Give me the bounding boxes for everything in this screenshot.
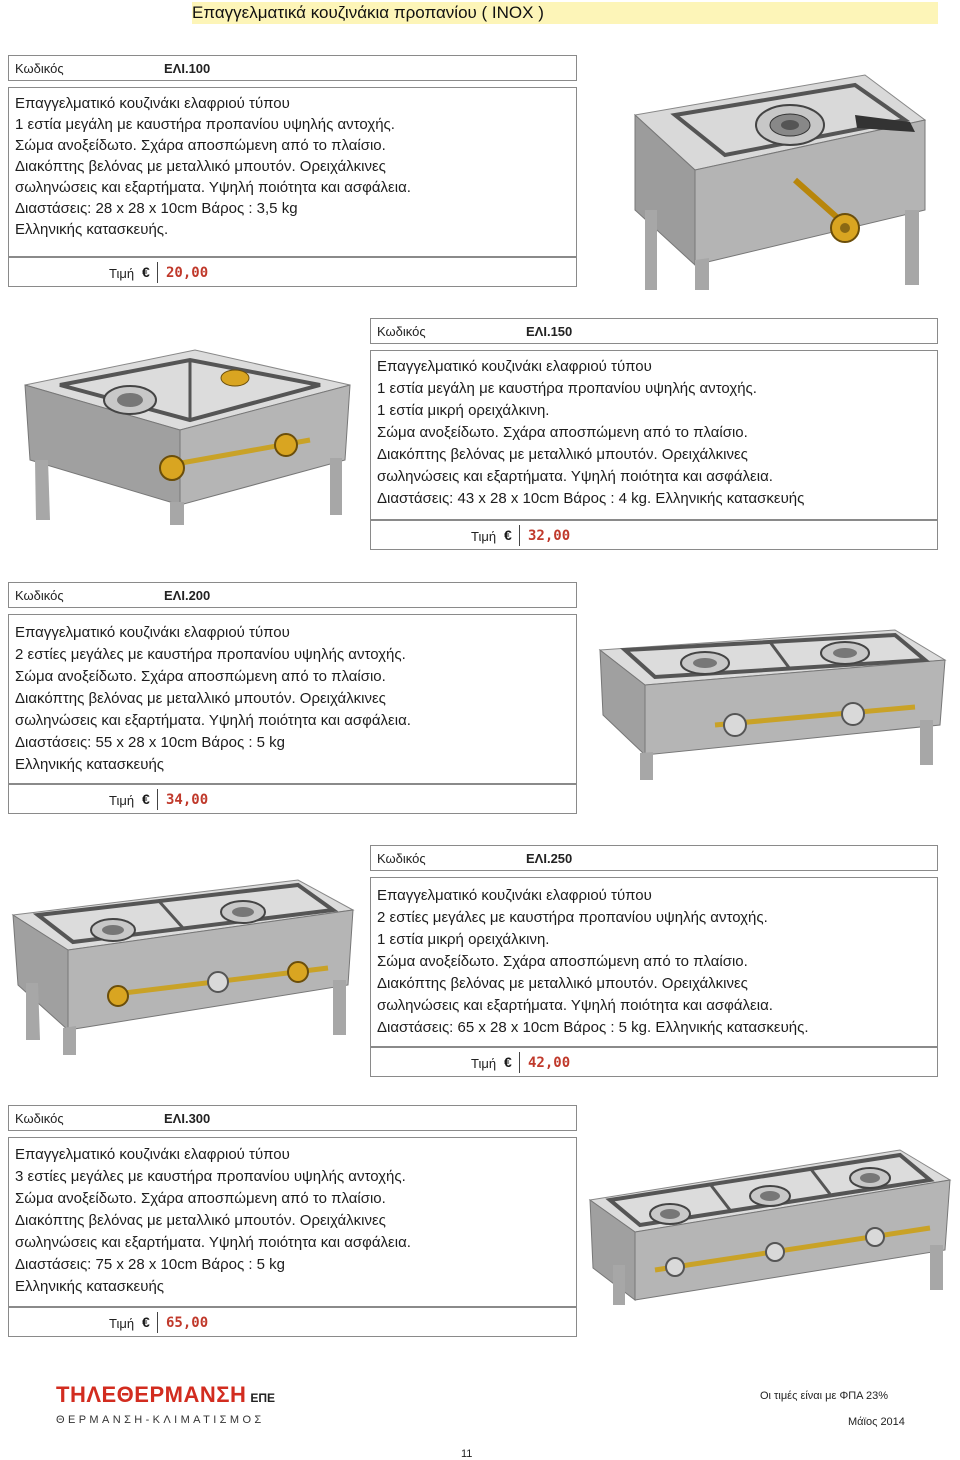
- description-line: Σώμα ανοξείδωτο. Σχάρα αποσπώμενη από το πλαίσιο.: [377, 424, 748, 441]
- description-line: Διακόπτης βελόνας με μεταλλικό μπουτόν. Ορειχάλκινες: [15, 690, 386, 707]
- euro-icon: €: [142, 1314, 150, 1330]
- description-line: σωληνώσεις και εξαρτήματα. Υψηλή ποιότητα και ασφάλεια.: [15, 179, 411, 196]
- description-line: Σώμα ανοξείδωτο. Σχάρα αποσπώμενη από το πλαίσιο.: [15, 1190, 386, 1207]
- three-burner-stove-photo: [585, 1140, 955, 1310]
- description-line: Σώμα ανοξείδωτο. Σχάρα αποσπώμενη από το πλαίσιο.: [15, 668, 386, 685]
- two-burner-stove-photo: [595, 615, 950, 780]
- catalog-date: Μάϊος 2014: [848, 1416, 905, 1428]
- description-line: Επαγγελματικό κουζινάκι ελαφριού τύπου: [15, 624, 290, 641]
- brand-logo: [56, 1382, 275, 1408]
- page-title: Επαγγελματικά κουζινάκια προπανίου ( INOX ): [192, 3, 544, 22]
- price-value: 65,00: [166, 1315, 209, 1331]
- description-line: Επαγγελματικό κουζινάκι ελαφριού τύπου: [15, 95, 290, 112]
- price-value: 32,00: [528, 528, 571, 544]
- product-description: [370, 350, 938, 520]
- description-line: Σώμα ανοξείδωτο. Σχάρα αποσπώμενη από το πλαίσιο.: [15, 137, 386, 154]
- product-description: [8, 614, 577, 784]
- description-line: Διαστάσεις: 75 x 28 x 10cm Βάρος : 5 kg: [15, 1256, 286, 1273]
- product-code: ΕΛΙ.100: [164, 61, 211, 76]
- description-line: Διαστάσεις: 28 x 28 x 10cm Βάρος : 3,5 kg: [15, 200, 298, 217]
- price-divider: [157, 1312, 158, 1333]
- page-number: 11: [461, 1448, 473, 1460]
- price-value: 20,00: [166, 265, 209, 281]
- description-line: σωληνώσεις και εξαρτήματα. Υψηλή ποιότητα και ασφάλεια.: [15, 1234, 411, 1251]
- description-line: σωληνώσεις και εξαρτήματα. Υψηλή ποιότητα και ασφάλεια.: [15, 712, 411, 729]
- price-label: Τιμή: [109, 793, 135, 808]
- price-box: [8, 257, 577, 287]
- euro-icon: €: [504, 1054, 512, 1070]
- description-line: 2 εστίες μεγάλες με καυστήρα προπανίου υψηλής αντοχής.: [15, 646, 406, 663]
- price-box: [370, 1047, 938, 1077]
- description-line: Διαστάσεις: 55 x 28 x 10cm Βάρος : 5 kg: [15, 734, 286, 751]
- description-line: σωληνώσεις και εξαρτήματα. Υψηλή ποιότητα και ασφάλεια.: [377, 468, 773, 485]
- price-value: 34,00: [166, 792, 209, 808]
- description-line: Διακόπτης βελόνας με μεταλλικό μπουτόν. Ορειχάλκινες: [15, 1212, 386, 1229]
- product-description: [8, 87, 577, 257]
- price-divider: [157, 262, 158, 283]
- product-code: ΕΛΙ.200: [164, 588, 211, 603]
- brand-suffix: ΕΠΕ: [250, 1391, 276, 1405]
- product-code: ΕΛΙ.300: [164, 1111, 211, 1126]
- euro-icon: €: [142, 791, 150, 807]
- vat-note: Οι τιμές είναι με ΦΠΑ 23%: [760, 1390, 888, 1402]
- description-line: 1 εστία μικρή ορειχάλκινη.: [377, 931, 550, 948]
- product-description: [370, 877, 938, 1047]
- description-line: 1 εστία μικρή ορειχάλκινη.: [377, 402, 550, 419]
- code-label: Κωδικός: [15, 588, 64, 603]
- two-burner-stove-photo: [20, 330, 355, 525]
- euro-icon: €: [142, 264, 150, 280]
- code-label: Κωδικός: [377, 851, 426, 866]
- price-label: Τιμή: [109, 266, 135, 281]
- description-line: σωληνώσεις και εξαρτήματα. Υψηλή ποιότητα και ασφάλεια.: [377, 997, 773, 1014]
- product-code-box: [8, 55, 577, 81]
- code-label: Κωδικός: [15, 1111, 64, 1126]
- code-label: Κωδικός: [377, 324, 426, 339]
- product-code: ΕΛΙ.250: [526, 851, 573, 866]
- product-code-box: [8, 1105, 577, 1131]
- description-line: Διακόπτης βελόνας με μεταλλικό μπουτόν. Ορειχάλκινες: [377, 975, 748, 992]
- price-box: [370, 520, 938, 550]
- price-divider: [519, 525, 520, 546]
- code-label: Κωδικός: [15, 61, 64, 76]
- product-code-box: [8, 582, 577, 608]
- price-box: [8, 784, 577, 814]
- brand-name: ΤΗΛΕΘΕΡΜΑΝΣΗ: [56, 1382, 247, 1407]
- product-description: [8, 1137, 577, 1307]
- description-line: 1 εστία μεγάλη με καυστήρα προπανίου υψηλής αντοχής.: [377, 380, 757, 397]
- description-line: Επαγγελματικό κουζινάκι ελαφριού τύπου: [15, 1146, 290, 1163]
- price-label: Τιμή: [471, 529, 497, 544]
- product-code-box: [370, 318, 938, 344]
- page-title-bar: [192, 2, 938, 24]
- product-code: ΕΛΙ.150: [526, 324, 573, 339]
- description-line: 3 εστίες μεγάλες με καυστήρα προπανίου υψηλής αντοχής.: [15, 1168, 406, 1185]
- description-line: Ελληνικής κατασκευής: [15, 1278, 165, 1295]
- description-line: Διαστάσεις: 43 x 28 x 10cm Βάρος : 4 kg. Ελληνικής κατασκευής: [377, 490, 805, 507]
- description-line: Ελληνικής κατασκευής: [15, 756, 165, 773]
- price-box: [8, 1307, 577, 1337]
- price-label: Τιμή: [471, 1056, 497, 1071]
- description-line: Επαγγελματικό κουζινάκι ελαφριού τύπου: [377, 358, 652, 375]
- product-code-box: [370, 845, 938, 871]
- price-label: Τιμή: [109, 1316, 135, 1331]
- brand-tagline: ΘΕΡΜΑΝΣΗ-ΚΛΙΜΑΤΙΣΜΟΣ: [56, 1414, 265, 1426]
- description-line: 1 εστία μεγάλη με καυστήρα προπανίου υψηλής αντοχής.: [15, 116, 395, 133]
- description-line: Διακόπτης βελόνας με μεταλλικό μπουτόν. Ορειχάλκινες: [15, 158, 386, 175]
- description-line: Ελληνικής κατασκευής.: [15, 221, 169, 238]
- single-burner-stove-photo: [625, 60, 935, 290]
- price-value: 42,00: [528, 1055, 571, 1071]
- price-divider: [157, 789, 158, 810]
- three-burner-stove-photo: [8, 870, 358, 1055]
- description-line: Διαστάσεις: 65 x 28 x 10cm Βάρος : 5 kg. Ελληνικής κατασκευής.: [377, 1019, 809, 1036]
- price-divider: [519, 1052, 520, 1073]
- description-line: Διακόπτης βελόνας με μεταλλικό μπουτόν. Ορειχάλκινες: [377, 446, 748, 463]
- description-line: 2 εστίες μεγάλες με καυστήρα προπανίου υψηλής αντοχής.: [377, 909, 768, 926]
- euro-icon: €: [504, 527, 512, 543]
- description-line: Σώμα ανοξείδωτο. Σχάρα αποσπώμενη από το πλαίσιο.: [377, 953, 748, 970]
- description-line: Επαγγελματικό κουζινάκι ελαφριού τύπου: [377, 887, 652, 904]
